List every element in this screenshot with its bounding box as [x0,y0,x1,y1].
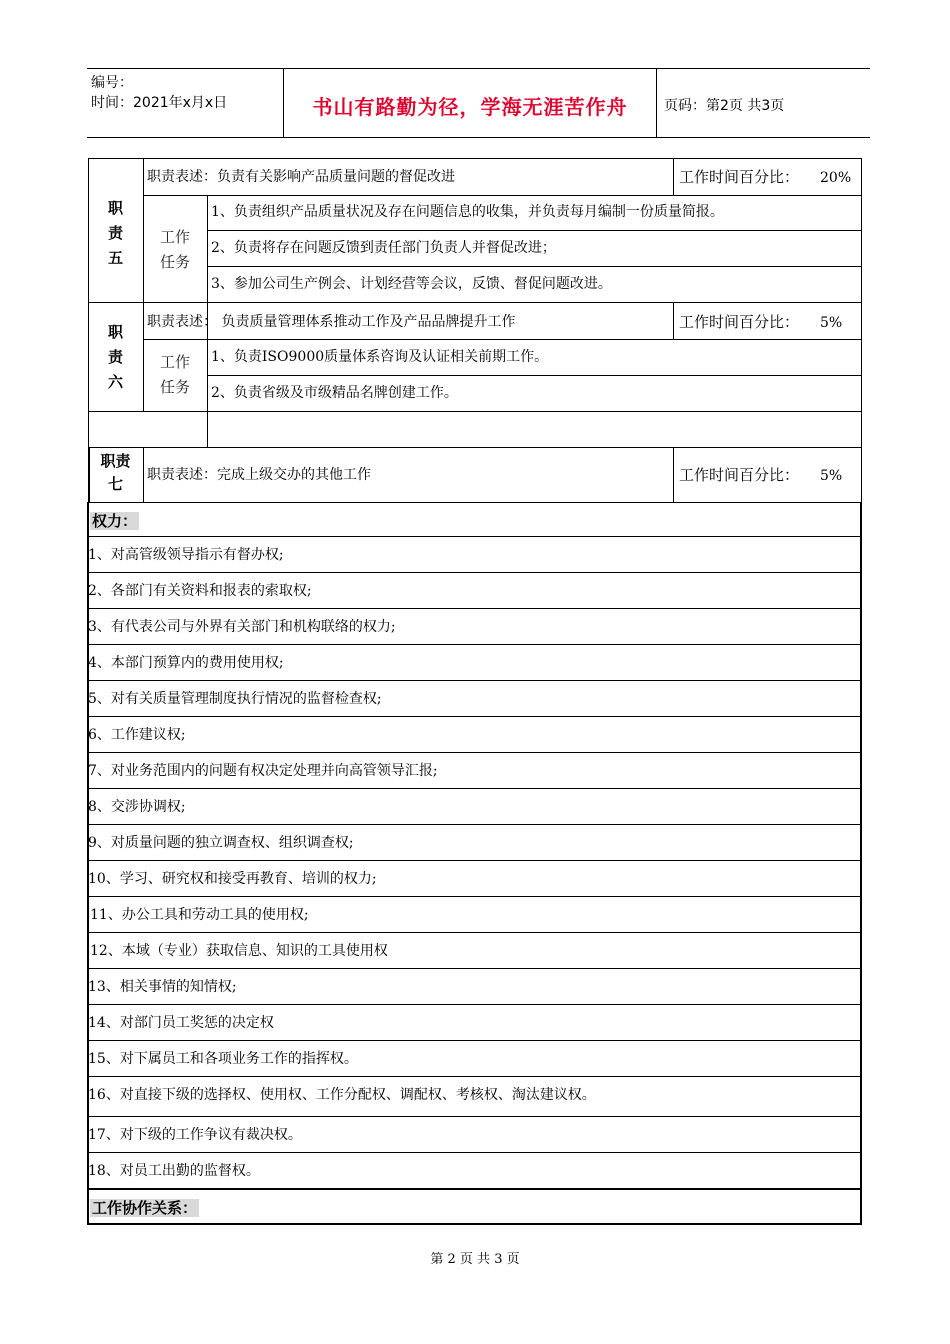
duty-5-task-1: 1、负责组织产品质量状况及存在问题信息的收集，并负责每月编制一份质量简报。 [211,204,724,220]
table-rule [673,447,674,502]
duty-7-label: 职责 七 [100,452,131,493]
table-rule [207,230,862,231]
table-rule [88,1004,861,1005]
table-rule [88,536,861,537]
document-date: 时间：2021年x月x日 [91,95,228,111]
duty-5-task-2: 2、负责将存在问题反馈到责任部门负责人并督促改进； [211,240,556,256]
duty-5-description: 职责表述：负责有关影响产品质量问题的督促改进 [147,169,455,185]
power-item: 7、对业务范围内的问题有权决定处理并向高管领导汇报; [88,763,438,779]
duty-5-task-label: 工作 任务 [159,228,190,271]
header-motto: 书山有路勤为径，学海无涯苦作舟 [312,95,628,119]
power-item: 16、对直接下级的选择权、使用权、工作分配权、调配权、考核权、淘汰建议权。 [88,1087,596,1103]
power-item: 14、对部门员工奖惩的决定权 [88,1015,274,1031]
duty-6-label: 职 责 六 [107,323,123,391]
table-rule [88,680,861,681]
duty-6-description: 职责表述： 负责质量管理体系推动工作及产品品牌提升工作 [147,314,516,330]
table-rule [673,158,674,195]
table-rule [88,860,861,861]
page-footer: 第 2 页 共 3 页 [430,1252,520,1267]
table-rule [88,1152,861,1153]
table-rule [207,266,862,267]
table-rule [88,752,861,753]
header-page-info: 页码：第2页 共3页 [664,98,785,114]
table-rule [88,788,861,789]
duty-5-label: 职 责 五 [107,199,123,267]
table-rule [88,302,862,303]
table-rule [87,1188,862,1190]
table-rule [88,1040,861,1041]
table-rule [88,932,861,933]
header-divider [656,69,657,137]
table-rule [88,608,861,609]
table-rule [143,447,144,502]
cooperation-title: 工作协作关系： [92,1199,198,1217]
power-item: 6、工作建议权; [88,727,186,743]
table-rule [88,572,861,573]
power-item: 10、学习、研究权和接受再教育、培训的权力; [88,871,377,887]
table-rule [143,195,862,196]
duty-6-task-2: 2、负责省级及市级精品名牌创建工作。 [211,385,458,401]
power-item: 8、交涉协调权; [88,799,186,815]
table-rule [88,158,862,159]
document-number-label: 编号： [91,75,133,91]
powers-title: 权力： [92,512,138,530]
power-item: 17、对下级的工作争议有裁决权。 [88,1127,302,1143]
power-item: 1、对高管级领导指示有督办权; [88,547,284,563]
power-item: 9、对质量问题的独立调查权、组织调查权; [88,835,354,851]
duty-6-task-label: 工作 任务 [159,353,190,396]
table-rule [88,716,861,717]
power-item: 15、对下属员工和各项业务工作的指挥权。 [88,1051,358,1067]
table-rule [88,411,862,412]
power-item: 11、办公工具和劳动工具的使用权; [90,907,309,923]
table-rule [88,824,861,825]
power-item: 5、对有关质量管理制度执行情况的监督检查权; [88,691,382,707]
header-meta [91,73,227,113]
power-item: 2、各部门有关资料和报表的索取权; [88,583,312,599]
power-item: 13、相关事情的知情权; [88,979,237,995]
table-rule [207,375,862,376]
duty-6-time-value: 5% [820,315,843,331]
duty-6-time-label: 工作时间百分比： [679,313,800,331]
duty-7-time-value: 5% [820,468,843,484]
duty-7-time-label: 工作时间百分比： [679,466,800,484]
duty-6-task-1: 1、负责ISO9000质量体系咨询及认证相关前期工作。 [211,349,549,365]
duty-5-time-value: 20% [820,170,852,186]
table-rule [88,1116,861,1117]
table-rule [88,447,862,448]
table-rule [673,302,674,339]
duty-5-task-3: 3、参加公司生产例会、计划经营等会议，反馈、督促问题改进。 [211,276,612,292]
power-item: 4、本部门预算内的费用使用权; [88,655,284,671]
table-rule [88,896,861,897]
table-rule [88,502,862,503]
table-rule [88,968,861,969]
power-item: 18、对员工出勤的监督权。 [88,1163,260,1179]
header-divider [283,69,284,137]
duty-7-description: 职责表述：完成上级交办的其他工作 [147,467,371,483]
table-rule [87,1223,862,1225]
table-rule [88,1076,861,1077]
power-item: 12、本域（专业）获取信息、知识的工具使用权 [90,943,388,959]
page-header [87,68,870,138]
table-rule [861,158,862,502]
table-rule [88,644,861,645]
table-rule [143,339,862,340]
power-item: 3、有代表公司与外界有关部门和机构联络的权力; [88,619,396,635]
duty-5-time-label: 工作时间百分比： [679,168,800,186]
